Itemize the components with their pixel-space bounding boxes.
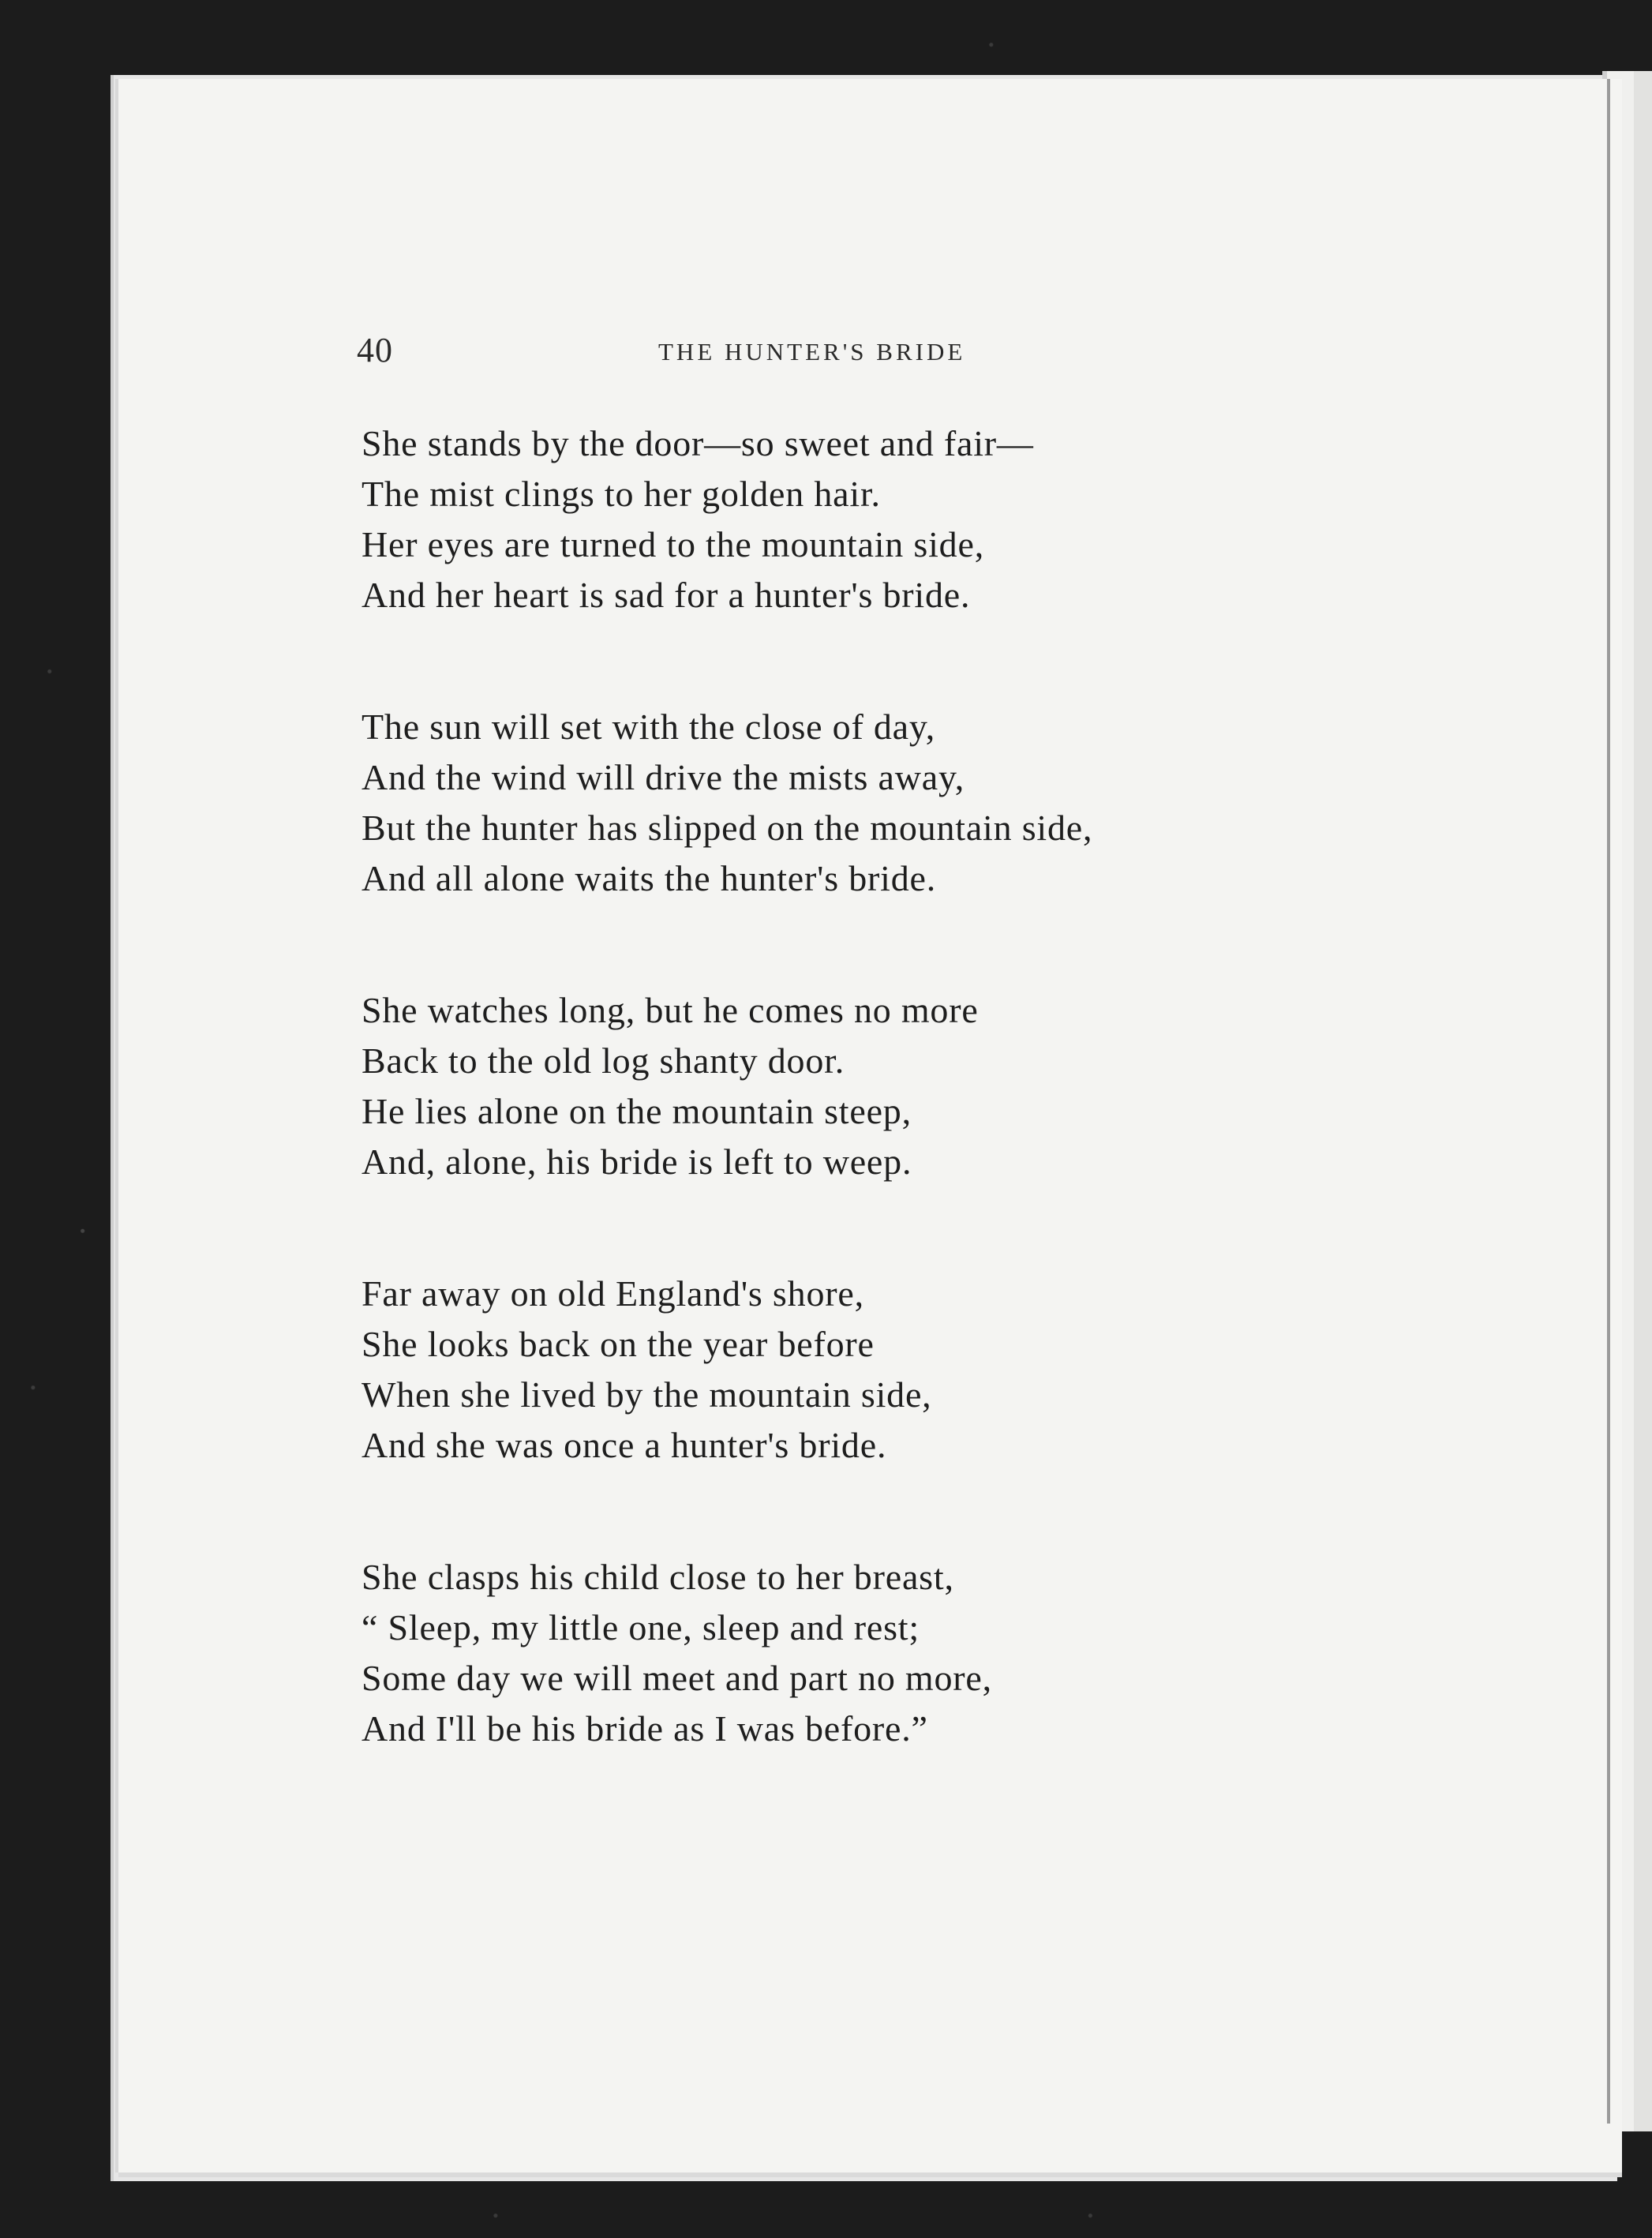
stanza [361,1552,1388,1754]
poem-line: When she lived by the mountain side, [361,1374,932,1415]
poem-line: “ Sleep, my little one, sleep and rest; [361,1607,920,1648]
poem-line: Some day we will meet and part no more, [361,1658,992,1698]
poem-line: And, alone, his bride is left to weep. [361,1141,912,1182]
poem-line: She looks back on the year before [361,1324,875,1364]
poem-line: She clasps his child close to her breast, [361,1557,954,1597]
running-head [357,330,1288,369]
poem-line: Far away on old England's shore, [361,1273,864,1314]
poem-body [361,418,1388,1754]
poem-line: The mist clings to her golden hair. [361,474,881,514]
poem-line: And she was once a hunter's bride. [361,1425,887,1465]
poem-line: Her eyes are turned to the mountain side, [361,524,984,564]
poem-line: And her heart is sad for a hunter's bride. [361,575,971,615]
poem-line: And the wind will drive the mists away, [361,757,965,797]
poem-line: And I'll be his bride as I was before.” [361,1708,928,1749]
poem-line: And all alone waits the hunter's bride. [361,858,937,898]
page-number: 40 [357,331,393,369]
stanza [361,1269,1388,1471]
stanza [361,702,1388,904]
running-title: THE HUNTER'S BRIDE [658,338,966,366]
poem-line: The sun will set with the close of day, [361,707,936,747]
poem-line: She stands by the door—so sweet and fair— [361,423,1034,463]
stanza [361,985,1388,1187]
poem-line: Back to the old log shanty door. [361,1040,845,1081]
poem-line: He lies alone on the mountain steep, [361,1091,912,1131]
poem-line: But the hunter has slipped on the mountain side, [361,808,1093,848]
poem-line: She watches long, but he comes no more [361,990,979,1030]
stanza [361,418,1388,620]
gutter-line [1607,79,1610,2124]
